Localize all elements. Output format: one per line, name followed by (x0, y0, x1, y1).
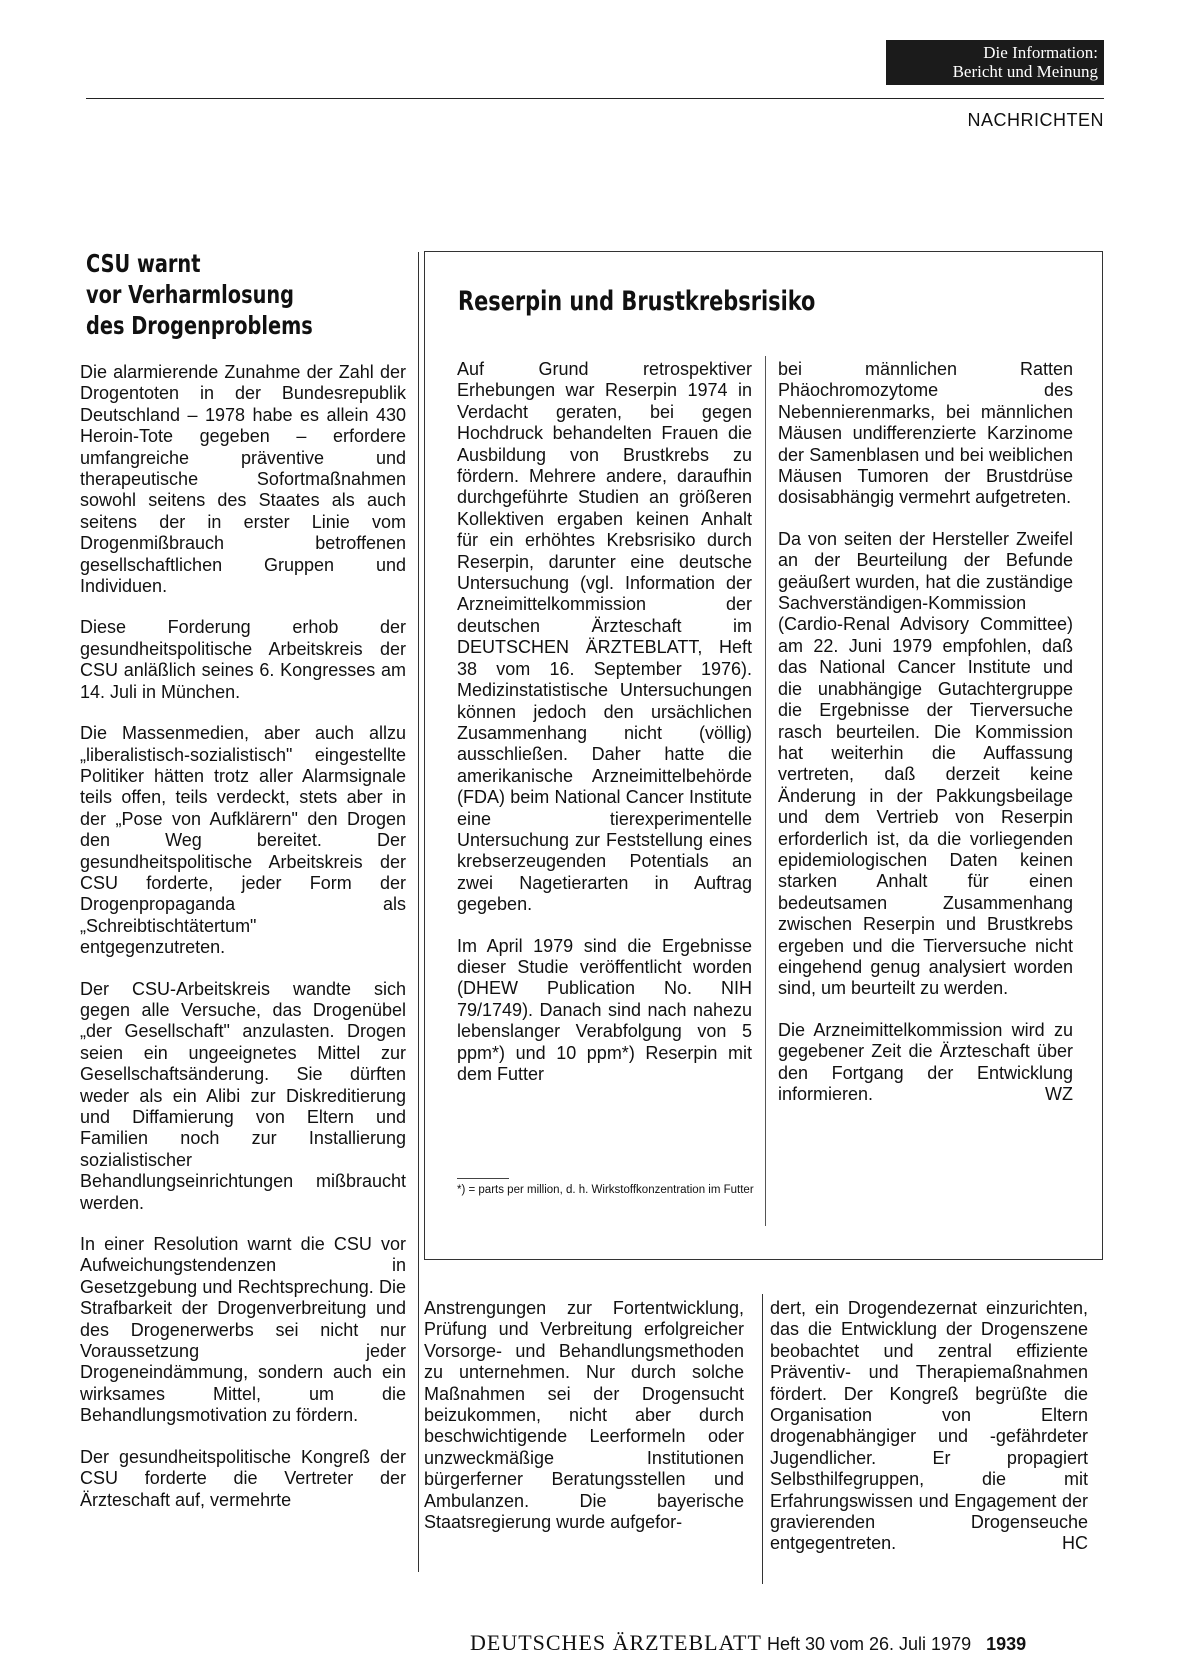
paragraph: Die alarmierende Zunahme der Zahl der Drogentoten in der Bundesrepublik Deutschland – 1978 habe es allein 430 Heroin-Tote gegeben – erfordere umfangreiche präventive und therapeutische Sofortmaßnahmen sowohl seitens des Staates als auch seitens der in erster Linie vom Drogenmißbrauch betroffenen gesellschaftlichen Gruppen und Individuen. (80, 362, 406, 597)
page-number: 1939 (986, 1634, 1027, 1654)
paragraph-text: Die Arzneimittelkommission wird zu gegebener Zeit die Ärzteschaft über den Fortgang der Entwicklung informieren. (778, 1019, 1073, 1104)
box-column-divider (765, 356, 766, 1226)
footnote: *) = parts per million, d. h. Wirkstoffkonzentration im Futter (457, 1184, 754, 1196)
box-column-1 (457, 359, 752, 1105)
paragraph: bei männlichen Ratten Phäochromozytome des Nebennierenmarks, bei männlichen Mäusen undifferenzierte Karzinome der Samenblasen und bei weiblichen Mäusen Tumoren der Brustdrüse dosisabhängig vermehrt aufgetreten. (778, 359, 1073, 508)
issue-info: Heft 30 vom 26. Juli 1979 (766, 1634, 972, 1654)
paragraph: Anstrengungen zur Fortentwicklung, Prüfung und Verbreitung erfolgreicher Vorsorge- und Behandlungsmethoden zu unternehmen. Nur durch solche Maßnahmen sei der Drogensucht beizukommen, nicht aber durch beschwichtigende Leerformeln oder unzweckmäßige Institutionen bürgerferner Beratungsstellen und Ambulanzen. Die bayerische Staatsregierung wurde aufgefor- (424, 1298, 744, 1533)
headline-line-3: des Drogenproblems (86, 311, 313, 340)
author-signature: WZ (1045, 1084, 1073, 1104)
continuation-column-1 (424, 1298, 744, 1553)
badge-line-1: Die Information: (983, 43, 1098, 62)
journal-name: DEUTSCHES ÄRZTEBLATT (470, 1630, 762, 1655)
author-signature: HC (1062, 1533, 1088, 1554)
headline-line-1: CSU warnt (86, 249, 201, 278)
section-badge (886, 40, 1104, 85)
paragraph: Der CSU-Arbeitskreis wandte sich gegen alle Versuche, das Drogenübel „der Gesellschaft" anzulasten. Drogen seien ein ungeeignetes Mittel zur Gesellschaftsänderung. Sie dürften weder als ein Alibi zur Diskreditierung und Diffamierung von Eltern und Familien noch zur Installierung sozialistischer Behandlungseinrichtungen mißbraucht werden. (80, 978, 406, 1213)
footnote-rule (457, 1178, 509, 1179)
paragraph-text: dert, ein Drogendezernat einzurichten, das die Entwicklung der Drogenszene beobachtet und zentral effiziente Präventiv- und Therapiemaßnahmen fördert. Der Kongreß begrüßte die Organisation von Eltern drogenabhängiger und -gefährdeter Jugendlicher. Er propagiert Selbsthilfegruppen, die mit Erfahrungswissen und Engagement der gravierenden Drogenseuche entgegentreten. (770, 1298, 1088, 1554)
paragraph: Diese Forderung erhob der gesundheitspolitische Arbeitskreis der CSU anläßlich seines 6. Kongresses am 14. Juli in München. (80, 617, 406, 702)
page-footer (470, 1630, 1100, 1656)
paragraph: Auf Grund retrospektiver Erhebungen war Reserpin 1974 in Verdacht geraten, bei gegen Hochdruck behandelten Frauen die Ausbildung von Brustkrebs zu fördern. Mehrere andere, daraufhin durchgeführte Studien an größeren Kollektiven ergaben keinen Anhalt für ein erhöhtes Krebsrisiko durch Reserpin, darunter eine deutsche Untersuchung (vgl. Information der Arzneimittelkommission der deutschen Ärzteschaft im DEUTSCHEN ÄRZTEBLATT, Heft 38 vom 16. September 1976). Medizinstatistische Untersuchungen können jedoch den ursächlichen Zusammenhang nicht (völlig) ausschließen. Daher hatte die amerikanische Arzneimittelbehörde (FDA) beim National Cancer Institute eine tierexperimentelle Untersuchung zur Feststellung eines krebserzeugenden Potentials an zwei Nagetierarten in Auftrag gegeben. (457, 359, 752, 915)
paragraph: Der gesundheitspolitische Kongreß der CSU forderte die Vertreter der Ärzteschaft auf, vermehrte (80, 1446, 406, 1510)
paragraph (778, 1020, 1073, 1106)
left-article-column (80, 362, 406, 1531)
badge-line-2: Bericht und Meinung (952, 62, 1098, 81)
column-divider (418, 252, 419, 1572)
box-column-2 (778, 359, 1073, 1125)
paragraph: Im April 1979 sind die Ergebnisse dieser Studie veröffentlicht worden (DHEW Publication No. NIH 79/1749). Danach sind nach nahezu lebenslanger Verabfolgung von 5 ppm*) und 10 ppm*) Reserpin mit dem Futter (457, 935, 752, 1084)
section-label: NACHRICHTEN (967, 110, 1104, 130)
column-divider (762, 1294, 763, 1584)
paragraph: Da von seiten der Hersteller Zweifel an der Beurteilung der Befunde geäußert wurden, hat die zuständige Sachverständigen-Kommission (Cardio-Renal Advisory Committee) am 22. Juni 1979 empfohlen, daß das National Cancer Institute und die unabhängige Gutachtergruppe die Ergebnisse der Tierversuche rasch beurteilen. Die Kommission hat weiterhin die Auffassung vertreten, daß derzeit keine Änderung in der Pakkungsbeilage und dem Vertrieb von Reserpin erforderlich ist, da die vorliegenden epidemiologischen Daten keinen starken Anhalt für einen bedeutsamen Zusammenhang zwischen Reserpin und Brustkrebs ergeben und die Tierversuche nicht eingehend genug analysiert worden sind, um beurteilt zu werden. (778, 528, 1073, 999)
paragraph: In einer Resolution warnt die CSU vor Aufweichungstendenzen in Gesetzgebung und Rechtsprechung. Die Strafbarkeit der Drogenverbreitung und des Drogenerwerbs sei nicht nur Voraussetzung jeder Drogeneindämmung, sondern auch ein wirksames Mittel, um die Behandlungsmotivation zu fördern. (80, 1234, 406, 1426)
continuation-column-2 (770, 1298, 1088, 1575)
left-article-headline (86, 248, 378, 341)
box-article-headline: Reserpin und Brustkrebsrisiko (458, 286, 816, 317)
header-rule (86, 98, 1104, 99)
headline-line-2: vor Verharmlosung (86, 280, 294, 309)
paragraph (770, 1298, 1088, 1555)
paragraph: Die Massenmedien, aber auch allzu „liberalistisch-sozialistisch" eingestellte Politiker hätten trotz aller Alarmsignale teils offen, teils verdeckt, stets aber in der „Pose von Aufklärern" den Drogen den Weg bereitet. Der gesundheitspolitische Arbeitskreis der CSU forderte, jeder Form der Drogenpropaganda als „Schreibtischtätertum" entgegenzutreten. (80, 723, 406, 958)
